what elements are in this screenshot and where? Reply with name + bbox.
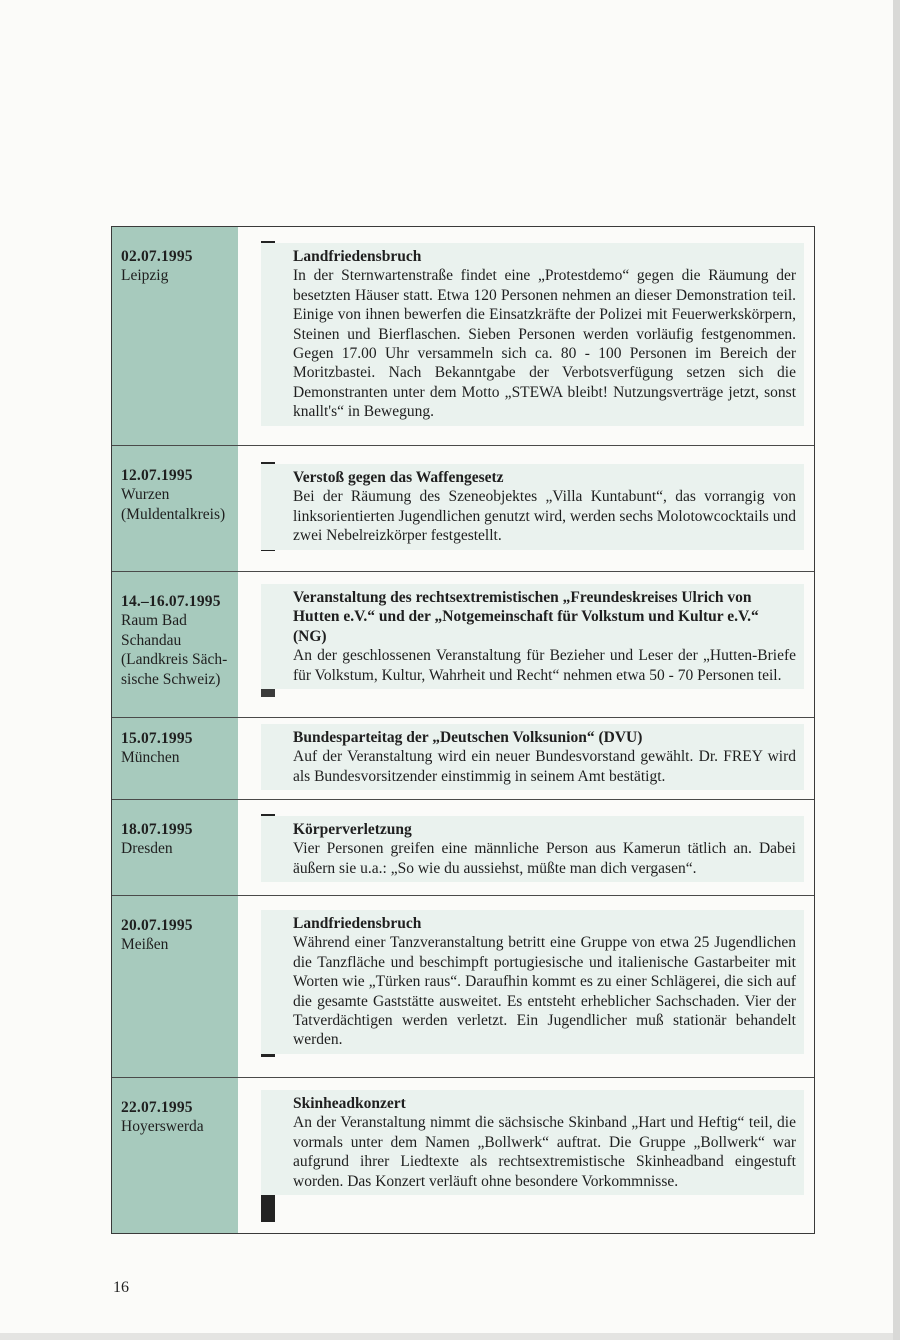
entry-place: Wurzen (Muldentalkreis)	[121, 486, 226, 523]
entry-date: 14.–16.07.1995	[121, 593, 221, 610]
entry-text: Bei der Räumung des Szeneobjektes „Villa Kuntabunt“, das vorrangig von linksorientierten Jugendlichen genutzt wird, werden sechs Molotowcocktails und zwei Nebelreizkörper festgestellt.	[293, 488, 796, 545]
chronology-table	[111, 226, 815, 1234]
date-cell	[112, 800, 238, 895]
entry-content	[261, 724, 804, 790]
entry-place: Raum Bad Schandau (Landkreis Säch- sische Schweiz)	[121, 612, 228, 688]
date-cell	[112, 446, 238, 571]
table-row	[112, 445, 814, 571]
page-edge	[893, 0, 900, 1340]
entry-heading: Bundesparteitag der „Deutschen Volksunion“ (DVU)	[293, 729, 643, 746]
date-cell	[112, 572, 238, 717]
entry-heading: Skinheadkonzert	[293, 1095, 406, 1112]
entry-date: 02.07.1995	[121, 248, 193, 265]
table-row	[112, 895, 814, 1077]
entry-place: Meißen	[121, 936, 169, 954]
entry-content	[261, 464, 804, 550]
entry-heading: Landfriedensbruch	[293, 248, 422, 265]
entry-date: 12.07.1995	[121, 467, 193, 484]
table-row	[112, 1077, 814, 1233]
table-row	[112, 571, 814, 717]
date-cell	[112, 1078, 238, 1233]
entry-date: 15.07.1995	[121, 730, 193, 747]
entry-place: Leipzig	[121, 267, 169, 285]
entry-heading: Verstoß gegen das Waffengesetz	[293, 469, 504, 486]
table-row	[112, 717, 814, 799]
entry-place: Dresden	[121, 840, 173, 858]
table-row	[112, 227, 814, 445]
entry-heading: Landfriedensbruch	[293, 915, 422, 932]
date-cell	[112, 227, 238, 445]
entry-content	[261, 584, 804, 689]
entry-text: In der Sternwartenstraße findet eine „Protestdemo“ gegen die Räumung der besetzten Häuser statt. Etwa 120 Personen nehmen an dieser Demonstration teil. Einige von ihnen bewerfen die Einsatzkräfte der Polizei mit Feuerwerkskörpern, Steinen und Bierflaschen. Sieben Personen werden vorläufig festgenommen. Gegen 17.00 Uhr versammeln sich ca. 80 - 100 Personen im Bereich der Moritzbastei. Nach Bekanntgabe der Verbotsverfügung setzen sich die Demonstranten unter dem Motto „STEWA bleibt! Nutzungsverträge jetzt, sonst knallt's“ in Bewegung.	[293, 267, 796, 421]
entry-place: Hoyerswerda	[121, 1118, 204, 1136]
entry-heading: Veranstaltung des rechtsextremistischen „Freundeskreises Ulrich von Hutten e.V.“ und der „Notgemeinschaft für Volkstum und Kultur e.V.“ (NG)	[293, 589, 759, 645]
entry-content	[261, 1090, 804, 1195]
date-cell	[112, 896, 238, 1077]
entry-heading: Körperverletzung	[293, 821, 412, 838]
entry-content	[261, 816, 804, 882]
entry-text: Auf der Veranstaltung wird ein neuer Bundesvorstand gewählt. Dr. FREY wird als Bundesvorsitzender einstimmig in seinem Amt bestätigt.	[293, 748, 796, 785]
entry-text: An der Veranstaltung nimmt die sächsische Skinband „Hart und Heftig“ teil, die vormals unter dem Namen „Bollwerk“ auftrat. Die Gruppe „Bollwerk“ war aufgrund ihrer Liedtexte als rechtsextremistische Skinheadband eingestuft worden. Das Konzert verläuft ohne besondere Vorkommnisse.	[293, 1114, 796, 1190]
entry-content	[261, 243, 804, 426]
date-cell	[112, 718, 238, 799]
entry-text: An der geschlossenen Veranstaltung für Bezieher und Leser der „Hutten-Briefe für Volkstum, Kultur, Wahrheit und Recht“ nehmen etwa 50 - 70 Personen teil.	[293, 647, 796, 684]
page-number: 16	[113, 1279, 129, 1296]
entry-date: 22.07.1995	[121, 1099, 193, 1116]
entry-content	[261, 910, 804, 1054]
entry-place: München	[121, 749, 180, 767]
table-row	[112, 799, 814, 895]
entry-text: Während einer Tanzveranstaltung betritt eine Gruppe von etwa 25 Jugendlichen die Tanzfläche und beschimpft portugiesische und italienische Gastarbeiter mit Worten wie „Türken raus“. Daraufhin kommt es zu einer Schlägerei, die sich auf die gesamte Gaststätte ausweitet. Es entsteht erheblicher Sachschaden. Vier der Tatverdächtigen werden verletzt. Ein Jugendlicher muß stationär behandelt werden.	[293, 934, 796, 1049]
entry-date: 18.07.1995	[121, 821, 193, 838]
entry-date: 20.07.1995	[121, 917, 193, 934]
entry-text: Vier Personen greifen eine männliche Person aus Kamerun tätlich an. Dabei äußern sie u.a.: „So wie du aussiehst, müßte man dich vergasen“.	[293, 840, 796, 877]
